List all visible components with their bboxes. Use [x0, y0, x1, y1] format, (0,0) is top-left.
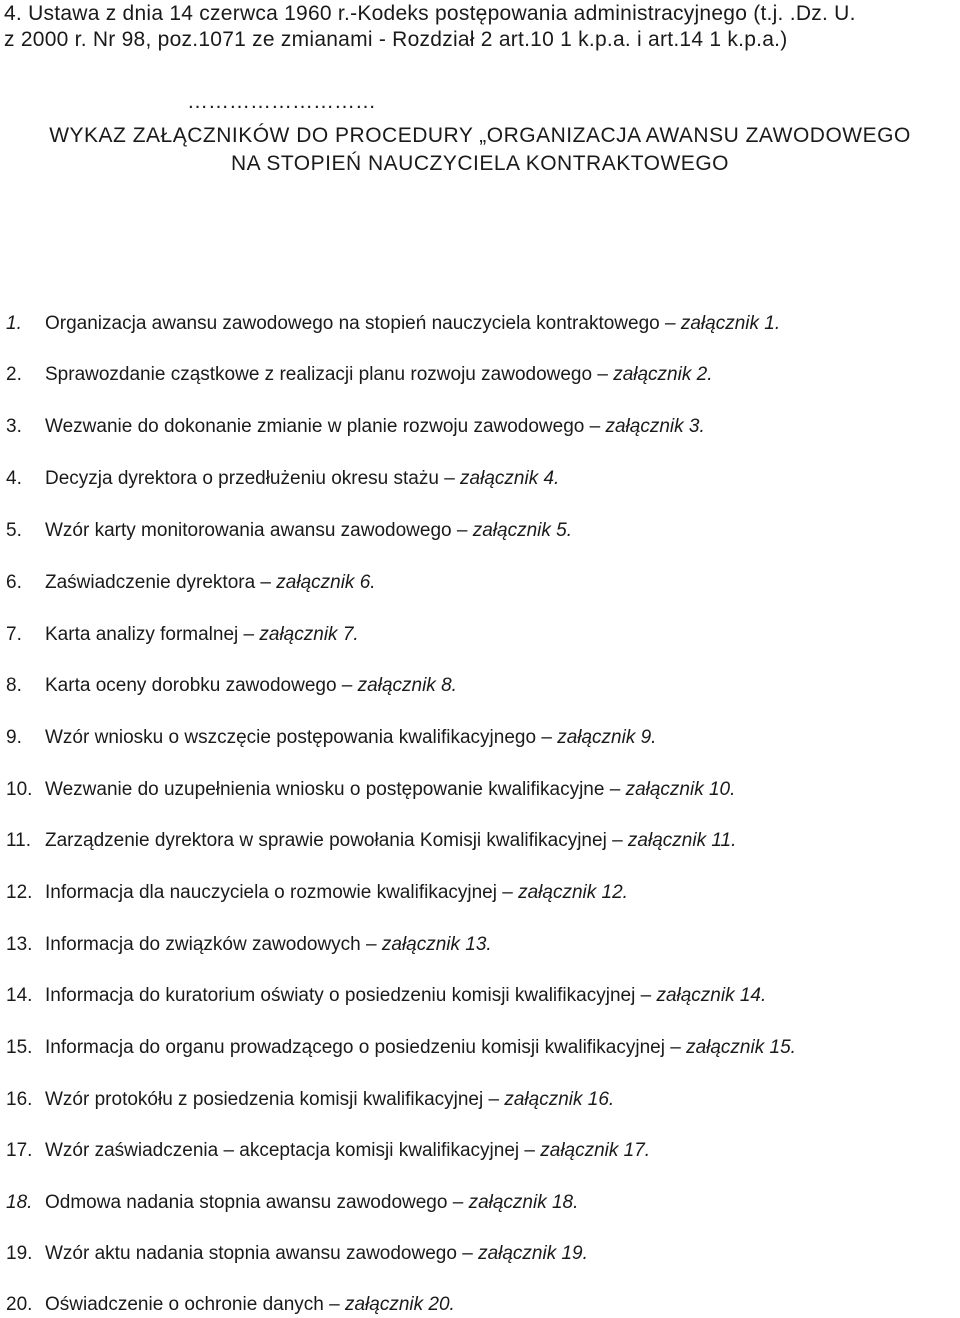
list-item-number: 5.	[6, 520, 22, 541]
list-item-text: Karta analizy formalnej –	[45, 624, 260, 645]
list-item-text: Wzór zaświadczenia – akceptacja komisji kwalifikacyjnej –	[45, 1140, 541, 1161]
list-item-text: Karta oceny dorobku zawodowego –	[45, 675, 358, 696]
attachment-reference: załącznik 8.	[357, 675, 457, 696]
list-item	[6, 1140, 650, 1162]
list-item	[6, 520, 572, 542]
list-item-number: 12.	[6, 882, 33, 903]
attachment-reference: załącznik 4.	[460, 468, 560, 489]
attachment-reference: załącznik 17.	[540, 1140, 651, 1161]
attachment-reference: załącznik 1.	[680, 313, 781, 334]
header-line-2: z 2000 r. Nr 98, poz.1071 ze zmianami - Rozdział 2 art.10 1 k.p.a. i art.14 1 k.p.a.)	[4, 28, 788, 51]
attachment-reference: załącznik 19.	[478, 1243, 588, 1264]
attachment-reference: załącznik 6.	[276, 572, 376, 593]
list-item	[6, 1089, 614, 1111]
list-item	[6, 830, 736, 852]
attachment-reference: załącznik 13.	[381, 934, 492, 955]
list-item	[6, 416, 705, 438]
list-item-text: Decyzja dyrektora o przedłużeniu okresu stażu –	[45, 468, 461, 489]
list-item	[6, 1243, 588, 1265]
list-item	[6, 313, 780, 335]
list-item-number: 3.	[6, 416, 22, 437]
list-item-text: Odmowa nadania stopnia awansu zawodowego –	[45, 1192, 469, 1213]
attachment-reference: załącznik 16.	[504, 1089, 615, 1110]
list-item	[6, 1037, 796, 1059]
list-item-number: 13.	[6, 934, 33, 955]
list-item-text: Sprawozdanie cząstkowe z realizacji planu rozwoju zawodowego –	[45, 364, 614, 385]
list-item	[6, 882, 628, 904]
list-item-number: 16.	[6, 1089, 33, 1110]
list-item-text: Wzór aktu nadania stopnia awansu zawodowego –	[45, 1243, 479, 1264]
dotted-separator: ………………………	[187, 90, 376, 113]
list-item-text: Oświadczenie o ochronie danych –	[45, 1294, 345, 1315]
list-item-number: 4.	[6, 468, 22, 489]
list-item	[6, 572, 376, 594]
list-item-number: 8.	[6, 675, 22, 696]
attachment-reference: załącznik 15.	[686, 1037, 796, 1058]
attachment-reference: załącznik 5.	[472, 520, 572, 541]
attachment-reference: załącznik 12.	[518, 882, 628, 903]
list-item-text: Informacja do związków zawodowych –	[45, 934, 382, 955]
attachment-reference: załącznik 10.	[625, 779, 736, 800]
list-item-number: 2.	[6, 364, 22, 385]
title-line-2: NA STOPIEŃ NAUCZYCIELA KONTRAKTOWEGO	[231, 152, 729, 175]
list-item-text: Wzór wniosku o wszczęcie postępowania kwalifikacyjnego –	[45, 727, 558, 748]
list-item	[6, 468, 559, 490]
list-item-number: 6.	[6, 572, 22, 593]
list-item-text: Wezwanie do dokonanie zmianie w planie rozwoju zawodowego –	[45, 416, 606, 437]
list-item-text: Informacja do kuratorium oświaty o posiedzeniu komisji kwalifikacyjnej –	[45, 985, 657, 1006]
attachment-reference: załącznik 11.	[627, 830, 737, 851]
list-item	[6, 985, 766, 1007]
list-item-text: Wzór karty monitorowania awansu zawodowego –	[45, 520, 473, 541]
list-item-text: Organizacja awansu zawodowego na stopień nauczyciela kontraktowego –	[45, 313, 681, 334]
list-item	[6, 1192, 578, 1214]
list-item-text: Informacja dla nauczyciela o rozmowie kwalifikacyjnej –	[45, 882, 519, 903]
list-item	[6, 934, 492, 956]
list-item-number: 7.	[6, 624, 22, 645]
list-item-number: 9.	[6, 727, 22, 748]
title-line-1: WYKAZ ZAŁĄCZNIKÓW DO PROCEDURY „ORGANIZACJA AWANSU ZAWODOWEGO	[49, 124, 911, 147]
attachment-reference: załącznik 14.	[656, 985, 767, 1006]
header-line-1: 4. Ustawa z dnia 14 czerwca 1960 r.-Kodeks postępowania administracyjnego (t.j. .Dz. U.	[4, 2, 856, 25]
list-item	[6, 364, 712, 386]
list-item-number: 19.	[6, 1243, 33, 1264]
attachment-reference: załącznik 2.	[613, 364, 713, 385]
list-item-number: 1.	[6, 313, 22, 334]
list-item-number: 17.	[6, 1140, 33, 1161]
list-item-text: Wzór protokółu z posiedzenia komisji kwalifikacyjnej –	[45, 1089, 505, 1110]
list-item-text: Zaświadczenie dyrektora –	[45, 572, 277, 593]
attachment-reference: załącznik 7.	[259, 624, 359, 645]
list-item-text: Informacja do organu prowadzącego o posiedzeniu komisji kwalifikacyjnej –	[45, 1037, 687, 1058]
list-item-number: 15.	[6, 1037, 33, 1058]
list-item	[6, 1294, 455, 1316]
list-item	[6, 675, 457, 697]
list-item-number: 20.	[6, 1294, 33, 1315]
list-item-number: 10.	[6, 779, 33, 800]
attachment-reference: załącznik 9.	[557, 727, 657, 748]
list-item	[6, 779, 735, 801]
list-item-number: 14.	[6, 985, 33, 1006]
list-item-number: 18.	[6, 1192, 33, 1213]
list-item	[6, 624, 359, 646]
list-item-text: Wezwanie do uzupełnienia wniosku o postępowanie kwalifikacyjne –	[45, 779, 626, 800]
list-item	[6, 727, 656, 749]
attachment-reference: załącznik 3.	[605, 416, 705, 437]
list-item-number: 11.	[6, 830, 32, 851]
list-item-text: Zarządzenie dyrektora w sprawie powołania Komisji kwalifikacyjnej –	[45, 830, 628, 851]
attachment-reference: załącznik 18.	[468, 1192, 579, 1213]
attachment-reference: załącznik 20.	[344, 1294, 455, 1315]
